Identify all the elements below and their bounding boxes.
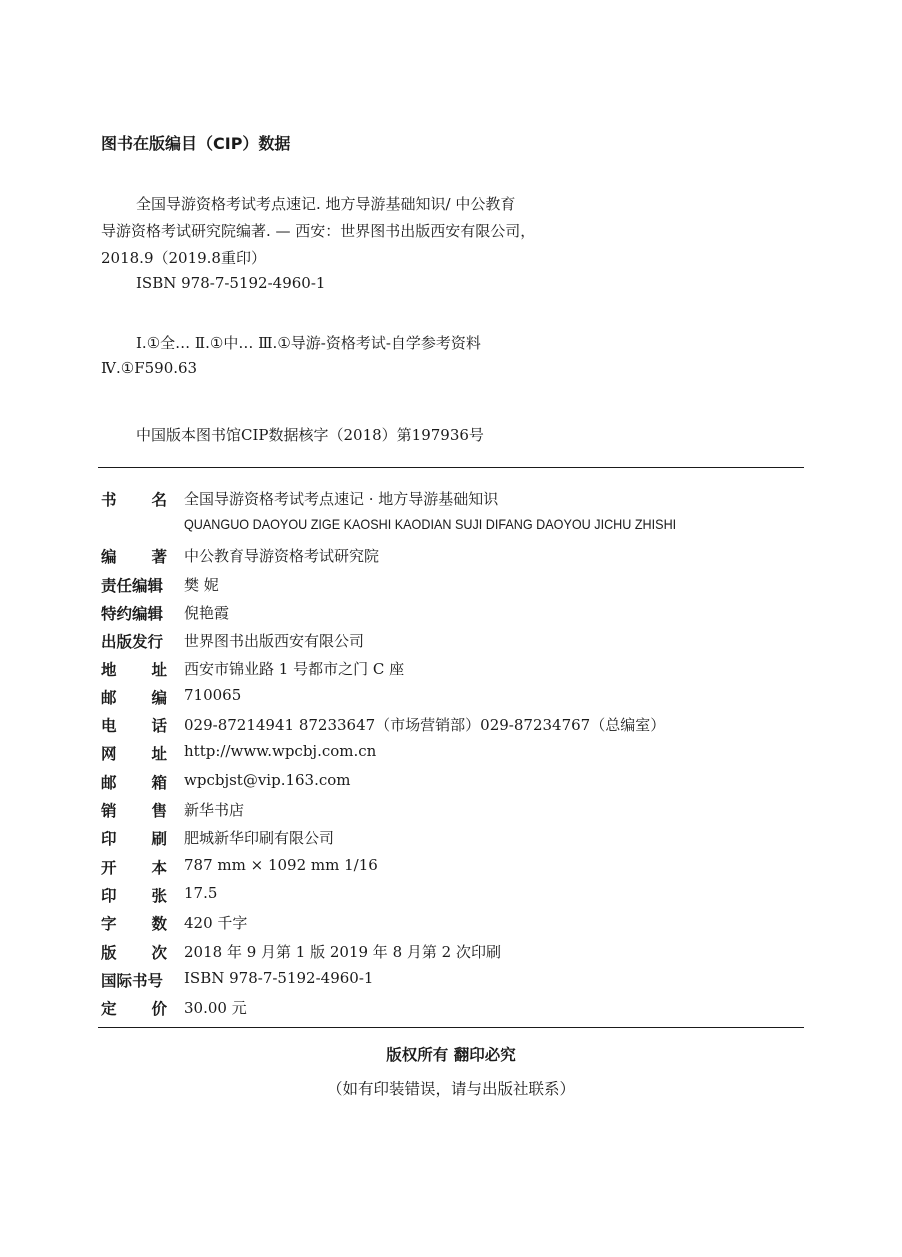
- detail-value-sales: 新华书店: [184, 801, 245, 819]
- detail-value-responsible-editor: 樊 妮: [184, 576, 219, 594]
- detail-label-format: 开 本: [101, 859, 167, 877]
- copyright-notice: 版权所有 翻印必究: [386, 1046, 516, 1064]
- detail-label-edition: 版 次: [101, 944, 167, 962]
- detail-label-contract-editor: 特约编辑: [101, 605, 164, 623]
- detail-value-word-count: 420 千字: [184, 914, 248, 932]
- detail-label-price: 定 价: [101, 1000, 167, 1018]
- cip-record-number-line: 中国版本图书馆CIP数据核字（2018）第197936号: [136, 426, 484, 444]
- detail-value-editor: 中公教育导游资格考试研究院: [184, 547, 380, 565]
- detail-label-email: 邮 箱: [101, 774, 167, 792]
- detail-label-isbn: 国际书号: [101, 972, 164, 990]
- cip-class-number-line: Ⅳ.①F590.63: [101, 359, 198, 377]
- detail-value-price: 30.00 元: [184, 999, 247, 1017]
- detail-label-address: 地 址: [101, 661, 167, 679]
- detail-value-publisher: 世界图书出版西安有限公司: [184, 632, 365, 650]
- detail-value-edition: 2018 年 9 月第 1 版 2019 年 8 月第 2 次印刷: [184, 943, 501, 961]
- cip-isbn-line: ISBN 978-7-5192-4960-1: [136, 274, 326, 292]
- detail-label-title: 书 名: [101, 491, 167, 509]
- detail-label-responsible-editor: 责任编辑: [101, 577, 164, 595]
- detail-value-contract-editor: 倪艳霞: [184, 604, 230, 622]
- cip-author-line: 导游资格考试研究院编著. — 西安：世界图书出版西安有限公司，: [101, 222, 536, 240]
- cip-date-line: 2018.9（2019.8重印）: [101, 249, 266, 267]
- detail-label-sales: 销 售: [101, 802, 167, 820]
- detail-value-sheets: 17.5: [184, 884, 218, 902]
- detail-value-address: 西安市锦业路 1 号都市之门 C 座: [184, 660, 405, 678]
- detail-label-editor: 编 著: [101, 548, 167, 566]
- detail-label-printing: 印 刷: [101, 830, 167, 848]
- detail-value-format: 787 mm × 1092 mm 1/16: [184, 856, 378, 874]
- detail-value-postcode: 710065: [184, 686, 242, 704]
- detail-value-printing: 肥城新华印刷有限公司: [184, 829, 335, 847]
- detail-label-word-count: 字 数: [101, 915, 167, 933]
- detail-value-isbn: ISBN 978-7-5192-4960-1: [184, 969, 374, 987]
- detail-label-publisher: 出版发行: [101, 633, 164, 651]
- detail-value-website: http://www.wpcbj.com.cn: [184, 742, 377, 760]
- detail-label-postcode: 邮 编: [101, 689, 167, 707]
- cip-classification-line: Ⅰ.①全… Ⅱ.①中… Ⅲ.①导游-资格考试-自学参考资料: [136, 334, 481, 352]
- detail-value-phone: 029-87214941 87233647（市场营销部）029-87234767（总编室）: [184, 716, 666, 734]
- detail-value-title: 全国导游资格考试考点速记 · 地方导游基础知识: [184, 490, 499, 508]
- detail-label-sheets: 印 张: [101, 887, 167, 905]
- cip-title-line: 全国导游资格考试考点速记. 地方导游基础知识/ 中公教育: [136, 195, 516, 213]
- detail-title-pinyin: QUANGUO DAOYOU ZIGE KAOSHI KAODIAN SUJI DIFANG DAOYOU JICHU ZHISHI: [184, 516, 677, 532]
- contact-notice: （如有印装错误，请与出版社联系）: [326, 1080, 575, 1098]
- top-divider: [98, 467, 804, 468]
- detail-label-website: 网 址: [101, 745, 167, 763]
- detail-label-phone: 电 话: [101, 717, 167, 735]
- bottom-divider: [98, 1027, 804, 1028]
- cip-heading: 图书在版编目（CIP）数据: [101, 134, 291, 153]
- detail-value-email: wpcbjst@vip.163.com: [184, 771, 351, 789]
